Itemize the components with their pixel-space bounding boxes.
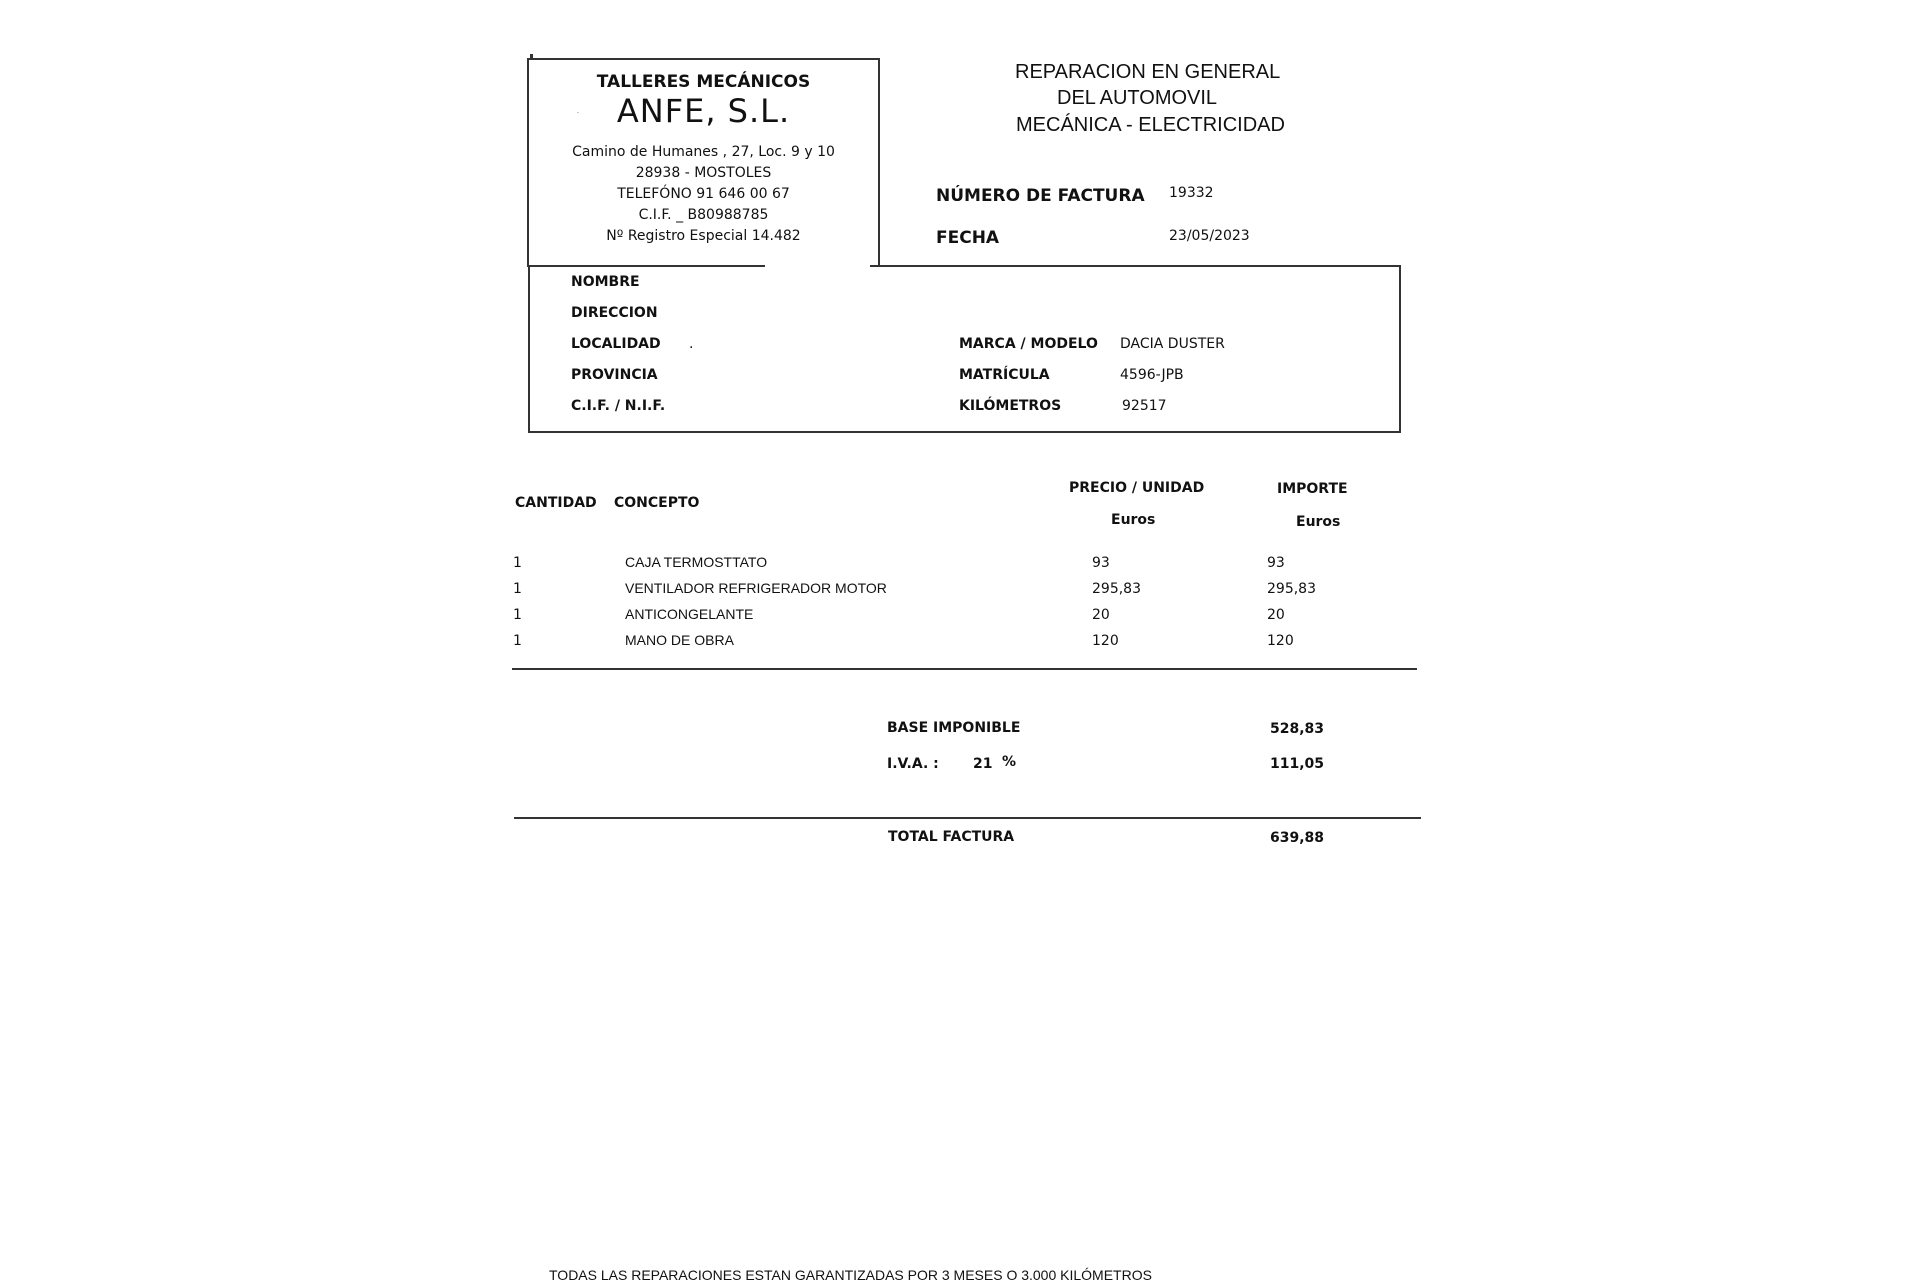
row-unit-price: 120	[1092, 633, 1119, 649]
unit-price-header: PRECIO / UNIDAD	[1069, 480, 1205, 496]
total-label: TOTAL FACTURA	[888, 829, 1015, 845]
vehicle-km: 92517	[1122, 398, 1167, 414]
row-unit-price: 93	[1092, 555, 1110, 571]
company-address: Camino de Humanes , 27, Loc. 9 y 10	[572, 144, 835, 160]
warranty-note: TODAS LAS REPARACIONES ESTAN GARANTIZADAS POR 3 MESES O 3.000 KILÓMETROS	[549, 1267, 1152, 1283]
invoice-number: 19332	[1169, 185, 1214, 201]
row-quantity: 1	[513, 633, 522, 649]
amount-currency: Euros	[1296, 514, 1341, 530]
company-phone: TELEFÓNO 91 646 00 67	[617, 186, 790, 202]
row-quantity: 1	[513, 555, 522, 571]
row-unit-price: 295,83	[1092, 581, 1141, 597]
decorative-dot: ·	[577, 110, 579, 117]
company-type: TALLERES MECÁNICOS	[596, 72, 811, 92]
vehicle-model: DACIA DUSTER	[1120, 336, 1225, 352]
client-cif-label: C.I.F. / N.I.F.	[571, 398, 666, 414]
slogan-line-1: REPARACION EN GENERAL	[1015, 61, 1281, 83]
row-concept: MANO DE OBRA	[625, 632, 734, 648]
invoice-number-label: NÚMERO DE FACTURA	[936, 186, 1145, 206]
base-value: 528,83	[1270, 721, 1325, 737]
row-amount: 295,83	[1267, 581, 1316, 597]
invoice-date-label: FECHA	[936, 228, 1000, 248]
client-province-label: PROVINCIA	[571, 367, 658, 383]
vehicle-model-label: MARCA / MODELO	[959, 336, 1098, 352]
totals-divider	[514, 817, 1421, 819]
items-divider	[512, 668, 1417, 670]
vat-label: I.V.A. :	[887, 756, 939, 772]
row-concept: VENTILADOR REFRIGERADOR MOTOR	[625, 580, 887, 596]
row-quantity: 1	[513, 581, 522, 597]
base-label: BASE IMPONIBLE	[887, 720, 1021, 736]
vehicle-plate-label: MATRÍCULA	[959, 367, 1050, 383]
company-city: 28938 - MOSTOLES	[635, 165, 772, 181]
row-concept: ANTICONGELANTE	[625, 606, 754, 622]
client-name-label: NOMBRE	[571, 274, 640, 290]
slogan-line-3: MECÁNICA - ELECTRICIDAD	[1016, 114, 1285, 136]
client-locality-label: LOCALIDAD	[571, 336, 661, 352]
total-value: 639,88	[1270, 830, 1325, 846]
client-box-top-border	[870, 265, 1401, 267]
company-registry: Nº Registro Especial 14.482	[606, 228, 801, 244]
invoice-date: 23/05/2023	[1169, 228, 1250, 244]
row-amount: 93	[1267, 555, 1285, 571]
vat-rate: 21	[973, 756, 993, 772]
row-quantity: 1	[513, 607, 522, 623]
row-amount: 120	[1267, 633, 1294, 649]
vat-value: 111,05	[1270, 756, 1325, 772]
vat-percent-sign: %	[1002, 754, 1017, 770]
client-address-label: DIRECCION	[571, 305, 658, 321]
row-concept: CAJA TERMOSTTATO	[625, 554, 768, 570]
concept-header: CONCEPTO	[614, 495, 700, 511]
row-amount: 20	[1267, 607, 1285, 623]
unit-price-currency: Euros	[1111, 512, 1156, 528]
amount-header: IMPORTE	[1277, 481, 1348, 497]
client-locality-value: .	[689, 336, 694, 352]
row-unit-price: 20	[1092, 607, 1110, 623]
vehicle-plate: 4596-JPB	[1120, 367, 1184, 383]
vehicle-km-label: KILÓMETROS	[959, 398, 1062, 414]
slogan-line-2: DEL AUTOMOVIL	[1057, 87, 1218, 109]
company-name: ANFE, S.L.	[616, 92, 791, 130]
quantity-header: CANTIDAD	[515, 495, 597, 511]
company-cif: C.I.F. _ B80988785	[638, 207, 769, 223]
